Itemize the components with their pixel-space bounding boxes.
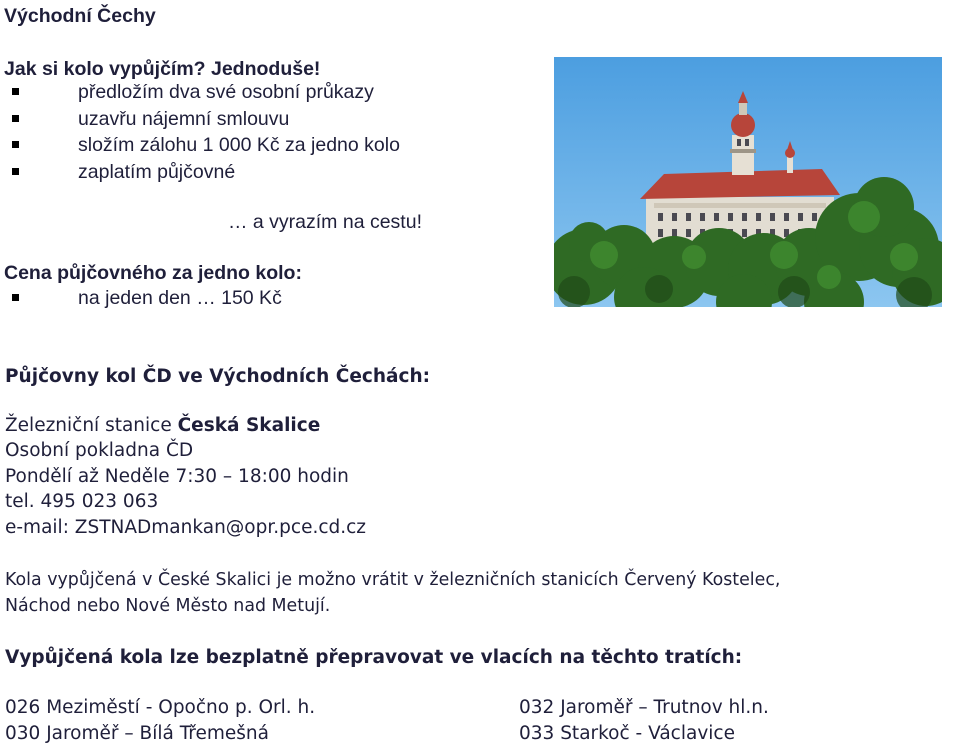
route-030: 030 Jaroměř – Bílá Třemešná xyxy=(5,723,269,744)
return-note-line-2: Náchod nebo Nové Město nad Metují. xyxy=(5,596,331,616)
bullet-square-icon xyxy=(12,115,19,122)
route-032: 032 Jaroměř – Trutnov hl.n. xyxy=(519,697,769,718)
station-phone: tel. 495 023 063 xyxy=(5,491,159,512)
route-033: 033 Starkoč - Václavice xyxy=(519,723,735,744)
transport-heading: Vypůjčená kola lze bezplatně přepravovat ve vlacích na těchto tratích: xyxy=(5,647,743,668)
bullet-square-icon xyxy=(12,294,19,301)
price-list xyxy=(12,285,282,312)
list-item: složím zálohu 1 000 Kč za jedno kolo xyxy=(12,132,400,159)
list-item: na jeden den … 150 Kč xyxy=(12,285,282,312)
return-note-line-1: Kola vypůjčená v České Skalici je možno vrátit v železničních stanicích Červený Kostelec, xyxy=(5,570,781,590)
station-line xyxy=(5,415,320,436)
station-name: Česká Skalice xyxy=(177,415,321,436)
list-item: předložím dva své osobní průkazy xyxy=(12,79,400,106)
station-prefix: Železniční stanice xyxy=(5,415,178,436)
rent-question-heading: Jak si kolo vypůjčím? Jednoduše! xyxy=(4,58,321,80)
castle-photo xyxy=(554,57,942,307)
station-hours: Pondělí až Neděle 7:30 – 18:00 hodin xyxy=(5,466,349,487)
route-026: 026 Meziměstí - Opočno p. Orl. h. xyxy=(5,697,316,718)
region-title: Východní Čechy xyxy=(4,5,156,27)
station-office: Osobní pokladna ČD xyxy=(5,440,194,461)
rental-steps-list xyxy=(12,79,400,185)
list-item: uzavřu nájemní smlouvu xyxy=(12,106,400,133)
rentals-heading: Půjčovny kol ČD ve Východních Čechách: xyxy=(5,366,431,387)
station-email: e-mail: ZSTNADmankan@opr.pce.cd.cz xyxy=(5,517,367,538)
bullet-square-icon xyxy=(12,141,19,148)
list-item: zaplatím půjčovné xyxy=(12,159,400,186)
steps-closing-text: … a vyrazím na cestu! xyxy=(228,211,422,233)
price-heading: Cena půjčovného za jedno kolo: xyxy=(4,262,302,284)
bullet-square-icon xyxy=(12,168,19,175)
bullet-square-icon xyxy=(12,88,19,95)
